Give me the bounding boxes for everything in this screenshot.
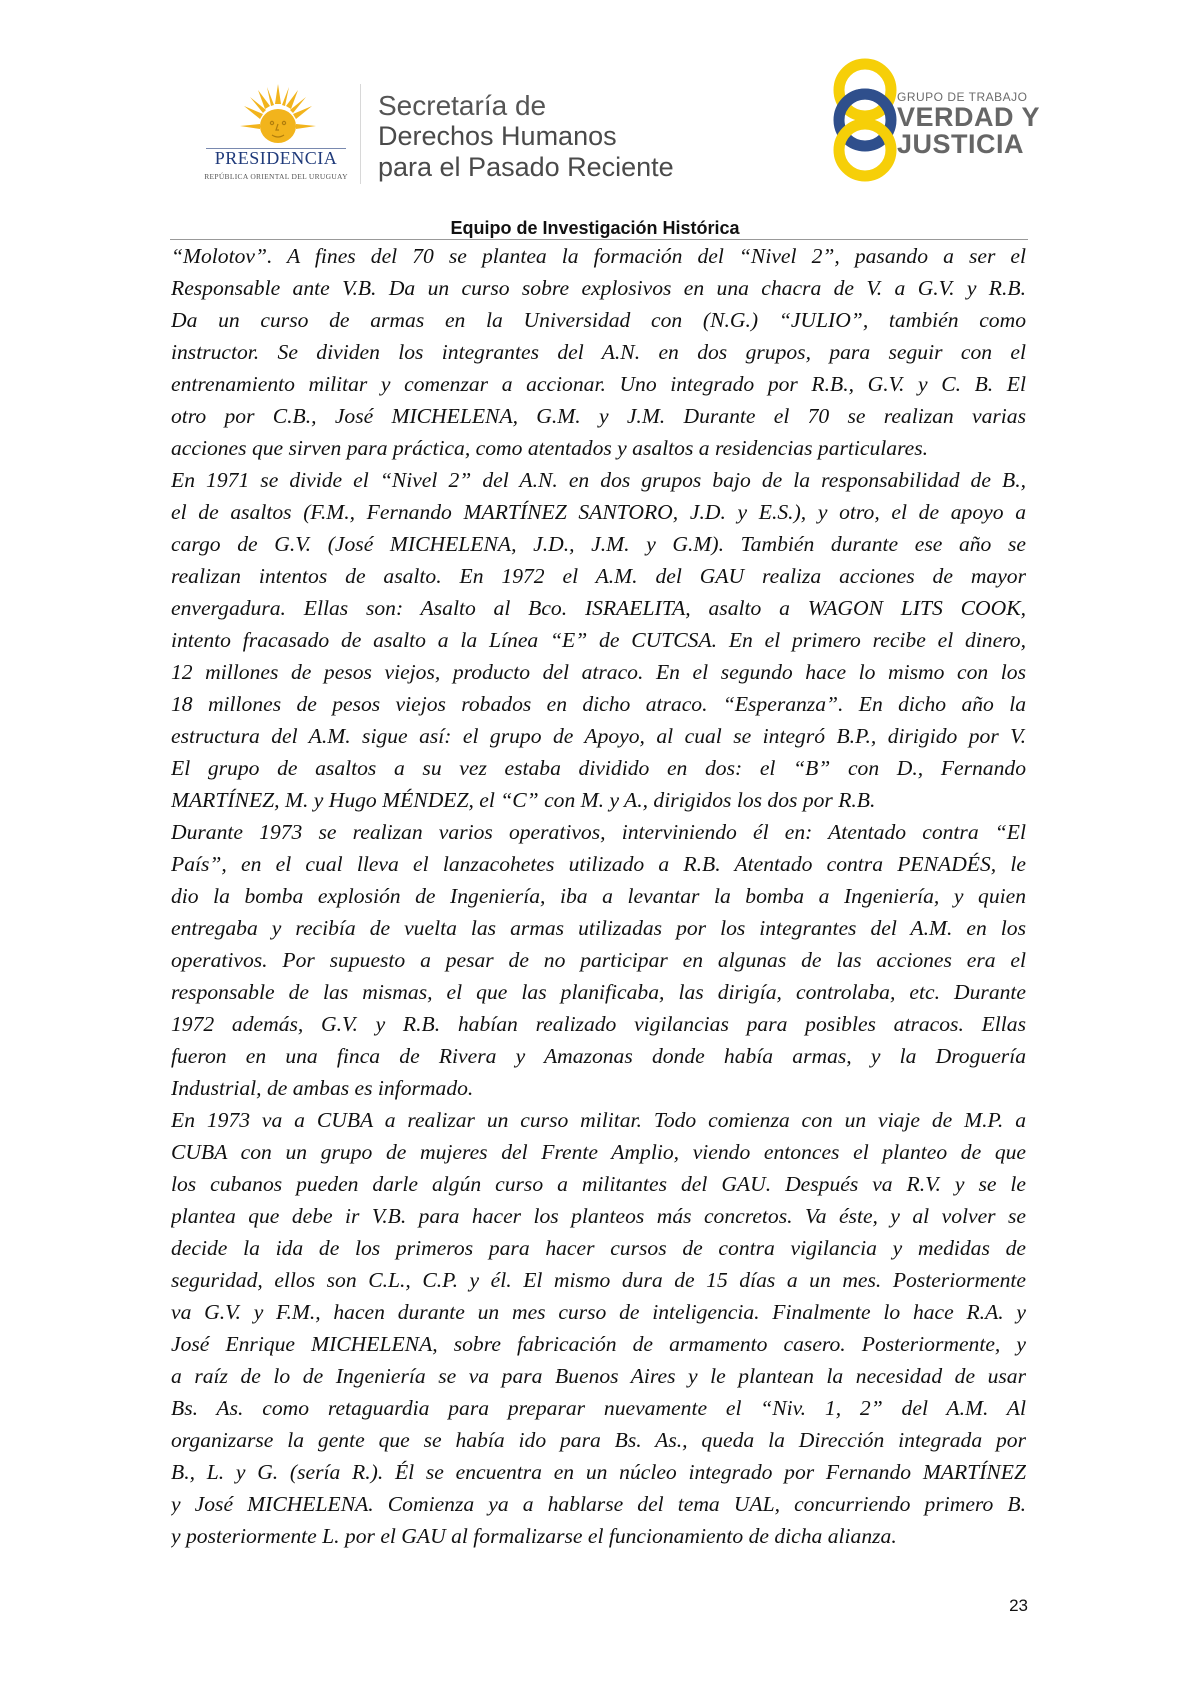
text-line: En 1971 se divide el “Nivel 2” del A.N. en dos grupos bajo de la responsabilidad de B., [171,468,1026,492]
text-line: entregaba y recibía de vuelta las armas utilizadas por los integrantes del A.M. en los [171,916,1026,940]
text-line: En 1973 va a CUBA a realizar un curso militar. Todo comienza con un viaje de M.P. a [171,1108,1026,1132]
gvj-small-label: GRUPO DE TRABAJO [897,90,1028,104]
text-line: el de asaltos (F.M., Fernando MARTÍNEZ SANTORO, J.D. y E.S.), y otro, el de apoyo a [171,500,1026,524]
text-line: Industrial, de ambas es informado. [171,1076,474,1100]
page-number: 23 [1009,1596,1028,1615]
header-divider [360,84,361,184]
presidencia-logo [196,82,356,192]
text-line: 18 millones de pesos viejos robados en dicho atraco. “Esperanza”. En dicho año la [171,692,1026,716]
text-line: CUBA con un grupo de mujeres del Frente Amplio, viendo entonces el planteo de que [171,1140,1026,1164]
text-line: 1972 además, G.V. y R.B. habían realizado vigilancias para posibles atracos. Ellas [171,1012,1026,1036]
text-line: instructor. Se dividen los integrantes del A.N. en dos grupos, para seguir con el [171,340,1026,364]
secretaria-line-1: Secretaría de [378,90,547,121]
text-line: cargo de G.V. (José MICHELENA, J.D., J.M. y G.M). También durante ese año se [171,532,1026,556]
text-line: intento fracasado de asalto a la Línea “E” de CUTCSA. En el primero recibe el dinero, [171,628,1026,652]
text-line: a raíz de lo de Ingeniería se va para Buenos Aires y le plantean la necesidad de usar [171,1364,1026,1388]
text-line: envergadura. Ellas son: Asalto al Bco. ISRAELITA, asalto a WAGON LITS COOK, [171,596,1026,620]
verdad-justicia-rings-icon [825,56,905,182]
secretaria-heading [378,90,718,182]
gvj-line-1: VERDAD Y [897,102,1041,132]
text-line: B., L. y G. (sería R.). Él se encuentra en un núcleo integrado por Fernando MARTÍNEZ [171,1460,1026,1484]
text-line: El grupo de asaltos a su vez estaba dividido en dos: el “B” con D., Fernando [171,756,1026,780]
text-line: operativos. Por supuesto a pesar de no participar en algunas de las acciones era el [171,948,1026,972]
text-line: Bs. As. como retaguardia para preparar nuevamente el “Niv. 1, 2” del A.M. Al [171,1396,1026,1420]
body-text [171,240,1026,1552]
text-line: MARTÍNEZ, M. y Hugo MÉNDEZ, el “C” con M. y A., dirigidos los dos por R.B. [171,788,876,812]
text-line: 12 millones de pesos viejos, producto del atraco. En el segundo hace lo mismo con los [171,660,1026,684]
text-line: País”, en el cual lleva el lanzacohetes utilizado a R.B. Atentado contra PENADÉS, le [171,852,1026,876]
text-line: seguridad, ellos son C.L., C.P. y él. El mismo dura de 15 días a un mes. Posteriormente [171,1268,1026,1292]
secretaria-line-3: para el Pasado Reciente [378,151,674,182]
text-line: otro por C.B., José MICHELENA, G.M. y J.M. Durante el 70 se realizan varias [171,404,1026,428]
text-line: dio la bomba explosión de Ingeniería, iba a levantar la bomba a Ingeniería, y quien [171,884,1026,908]
text-line: entrenamiento militar y comenzar a accionar. Uno integrado por R.B., G.V. y C. B. El [171,372,1026,396]
secretaria-line-2: Derechos Humanos [378,121,617,152]
gvj-line-2: JUSTICIA [897,129,1025,159]
text-line: los cubanos pueden darle algún curso a militantes del GAU. Después va R.V. y se le [171,1172,1026,1196]
text-line: acciones que sirven para práctica, como atentados y asaltos a residencias particulares. [171,436,929,460]
text-line: realizan intentos de asalto. En 1972 el A.M. del GAU realiza acciones de mayor [171,564,1026,588]
team-title: Equipo de Investigación Histórica [450,218,740,238]
text-line: va G.V. y F.M., hacen durante un mes curso de inteligencia. Finalmente lo hace R.A. y [171,1300,1026,1324]
presidencia-name: PRESIDENCIA [214,148,338,168]
text-line: plantea que debe ir V.B. para hacer los planteos más concretos. Va éste, y al volver se [171,1204,1026,1228]
text-line: fueron en una finca de Rivera y Amazonas donde había armas, y la Droguería [171,1044,1026,1068]
text-line: Durante 1973 se realizan varios operativos, interviniendo él en: Atentado contra “El [171,820,1026,844]
sun-emblem-icon [238,82,318,150]
text-line: estructura del A.M. sigue así: el grupo de Apoyo, al cual se integró B.P., dirigido por V. [171,724,1026,748]
text-line: José Enrique MICHELENA, sobre fabricación de armamento casero. Posteriormente, y [171,1332,1026,1356]
text-line: Responsable ante V.B. Da un curso sobre explosivos en una chacra de V. a G.V. y R.B. [171,276,1026,300]
text-line: y posteriormente L. por el GAU al formalizarse el funcionamiento de dicha alianza. [171,1524,897,1548]
verdad-justicia-text [897,90,1040,158]
text-line: organizarse la gente que se había ido para Bs. As., queda la Dirección integrada por [171,1428,1026,1452]
text-line: y José MICHELENA. Comienza ya a hablarse del tema UAL, concurriendo primero B. [171,1492,1026,1516]
text-line: decide la ida de los primeros para hacer cursos de contra vigilancia y medidas de [171,1236,1026,1260]
text-line: “Molotov”. A fines del 70 se plantea la formación del “Nivel 2”, pasando a ser el [171,244,1026,268]
text-line: Da un curso de armas en la Universidad con (N.G.) “JULIO”, también como [171,308,1026,332]
presidencia-subtitle: REPÚBLICA ORIENTAL DEL URUGUAY [204,172,348,181]
text-line: responsable de las mismas, el que las planificaba, las dirigía, controlaba, etc. Durante [171,980,1026,1004]
